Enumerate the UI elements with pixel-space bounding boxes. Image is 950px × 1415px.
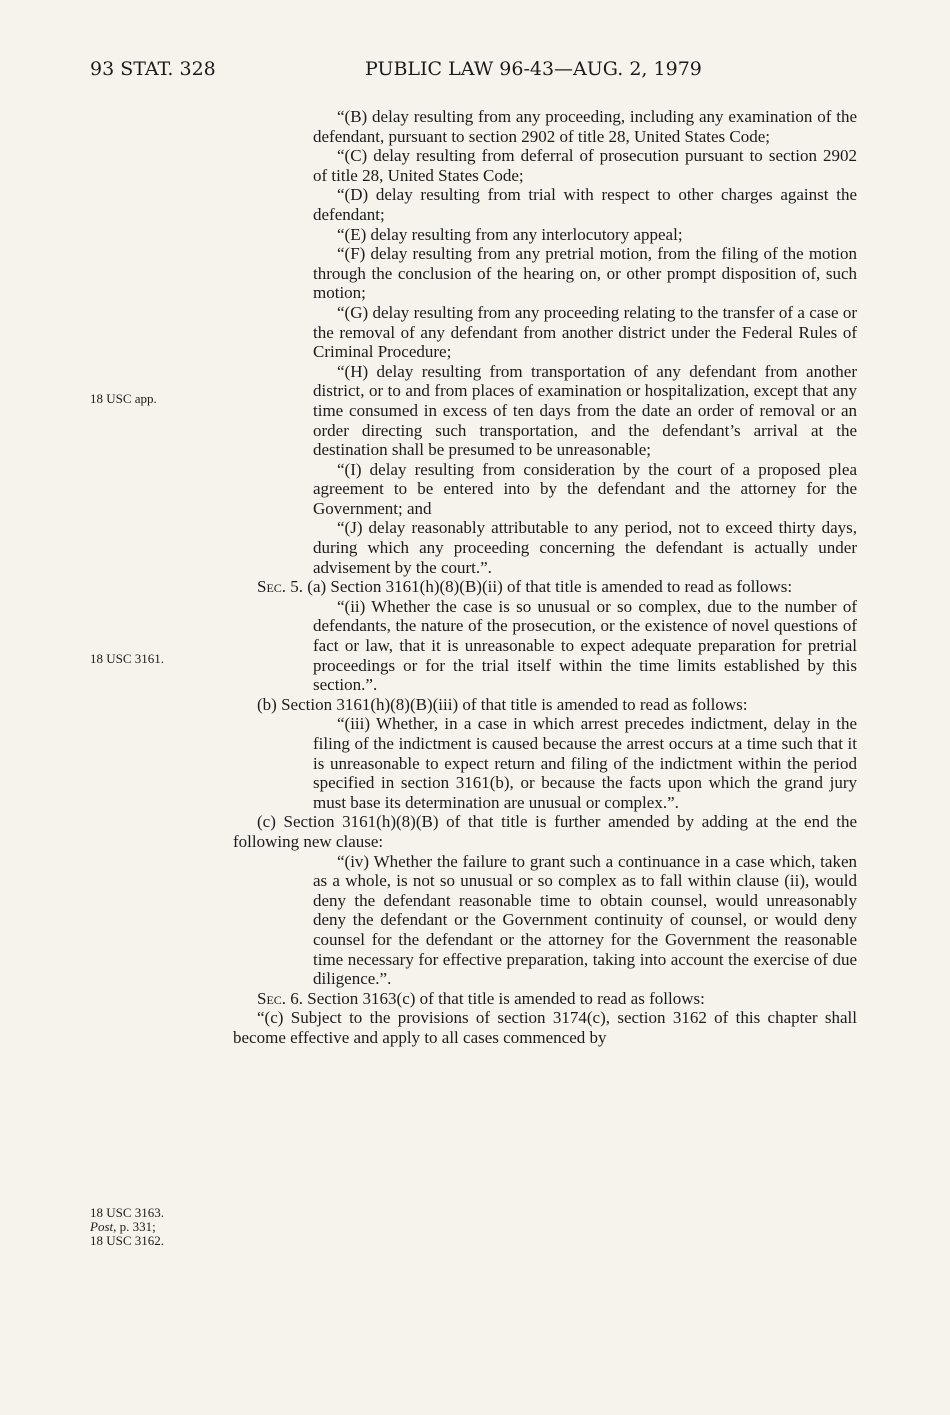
margin-note-18-usc-app <box>90 392 157 406</box>
margin-note-18-usc-3163 <box>90 1206 164 1248</box>
section-5-text: (a) Section 3161(h)(8)(B)(ii) of that title is amended to read as follows: <box>303 577 793 597</box>
subsection-c-effective: “(c) Subject to the provisions of section 3174(c), section 3162 of this chapter shall become effective and apply to all cases commenced by <box>233 1008 857 1047</box>
margin-note-text: 18 USC app. <box>90 391 157 406</box>
statute-body <box>233 107 857 1048</box>
page-header <box>0 58 950 88</box>
section-5 <box>233 577 857 597</box>
margin-note-text: 18 USC 3163. <box>90 1205 165 1220</box>
clause-b: “(B) delay resulting from any proceeding, including any examination of the defendant, pursuant to section 2902 of title 28, United States Code; <box>313 107 857 146</box>
clause-iii: “(iii) Whether, in a case in which arrest precedes indictment, delay in the filing of the indictment is caused because the arrest occurs at a time such that it is unreasonable to expect return and filing of the indictment within the period specified in section 3161(b), or because the facts upon which the grand jury must base its determination are unusual or complex.”. <box>313 714 857 812</box>
clause-g: “(G) delay resulting from any proceeding relating to the transfer of a case or the removal of any defendant from another district under the Federal Rules of Criminal Procedure; <box>313 302 857 362</box>
section-6-text: Section 3163(c) of that title is amended to read as follows: <box>303 988 705 1008</box>
clause-j: “(J) delay reasonably attributable to any period, not to exceed thirty days, during which any proceeding concerning the defendant is actually under advisement by the court.”. <box>313 518 857 577</box>
clause-e: “(E) delay resulting from any interlocutory appeal; <box>337 224 683 244</box>
margin-note-page: p. 331; <box>116 1219 156 1234</box>
section-6-label: Sec. 6. <box>257 988 304 1008</box>
margin-note-text: 18 USC 3162. <box>90 1233 165 1248</box>
stat-page-number: 93 STAT. 328 <box>90 58 216 80</box>
section-6 <box>233 989 857 1009</box>
margin-note-text <box>90 1220 164 1234</box>
clause-ii: “(ii) Whether the case is so unusual or so complex, due to the number of defendants, the nature of the prosecution, or the existence of novel questions of fact or law, that it is unreasonable to expect adequate preparation for pretrial proceedings or for the trial itself within the time limits established by this section.”. <box>313 596 857 695</box>
clause-h: “(H) delay resulting from transportation of any defendant from another district, or to and from places of examination or hospitalization, except that any time consumed in excess of ten days from the date an order of removal or an order directing such transportation, and the defendant’s arrival at the destination shall be presumed to be unreasonable; <box>313 361 857 460</box>
clause-iv: “(iv) Whether the failure to grant such a continuance in a case which, taken as a whole, is not so unusual or so complex as to fall within clause (ii), would deny the defendant reasonable time to obtain counsel, would unreasonably deny the defendant or the Government continuity of counsel, or would deny counsel for the defendant or the attorney for the Government the reasonable time necessary for effective preparation, taking into account the exercise of due diligence.”. <box>313 851 857 989</box>
margin-note-text: 18 USC 3161. <box>90 651 165 666</box>
clause-d: “(D) delay resulting from trial with respect to other charges against the defendant; <box>313 185 857 224</box>
margin-note-post: Post, <box>90 1219 117 1234</box>
clause-i: “(I) delay resulting from consideration by the court of a proposed plea agreement to be entered into by the defendant and the attorney for the Government; and <box>313 459 857 518</box>
subsection-b: (b) Section 3161(h)(8)(B)(iii) of that title is amended to read as follows: <box>257 694 748 714</box>
clause-f: “(F) delay resulting from any pretrial motion, from the filing of the motion through the conclusion of the hearing on, or other prompt disposition of, such motion; <box>313 244 857 303</box>
margin-note-18-usc-3161 <box>90 652 164 666</box>
section-5-label: Sec. 5. <box>257 577 304 597</box>
subsection-c: (c) Section 3161(h)(8)(B) of that title is further amended by adding at the end the following new clause: <box>233 812 857 851</box>
running-title: PUBLIC LAW 96-43—AUG. 2, 1979 <box>365 58 702 80</box>
clause-c: “(C) delay resulting from deferral of prosecution pursuant to section 2902 of title 28, United States Code; <box>313 146 857 185</box>
